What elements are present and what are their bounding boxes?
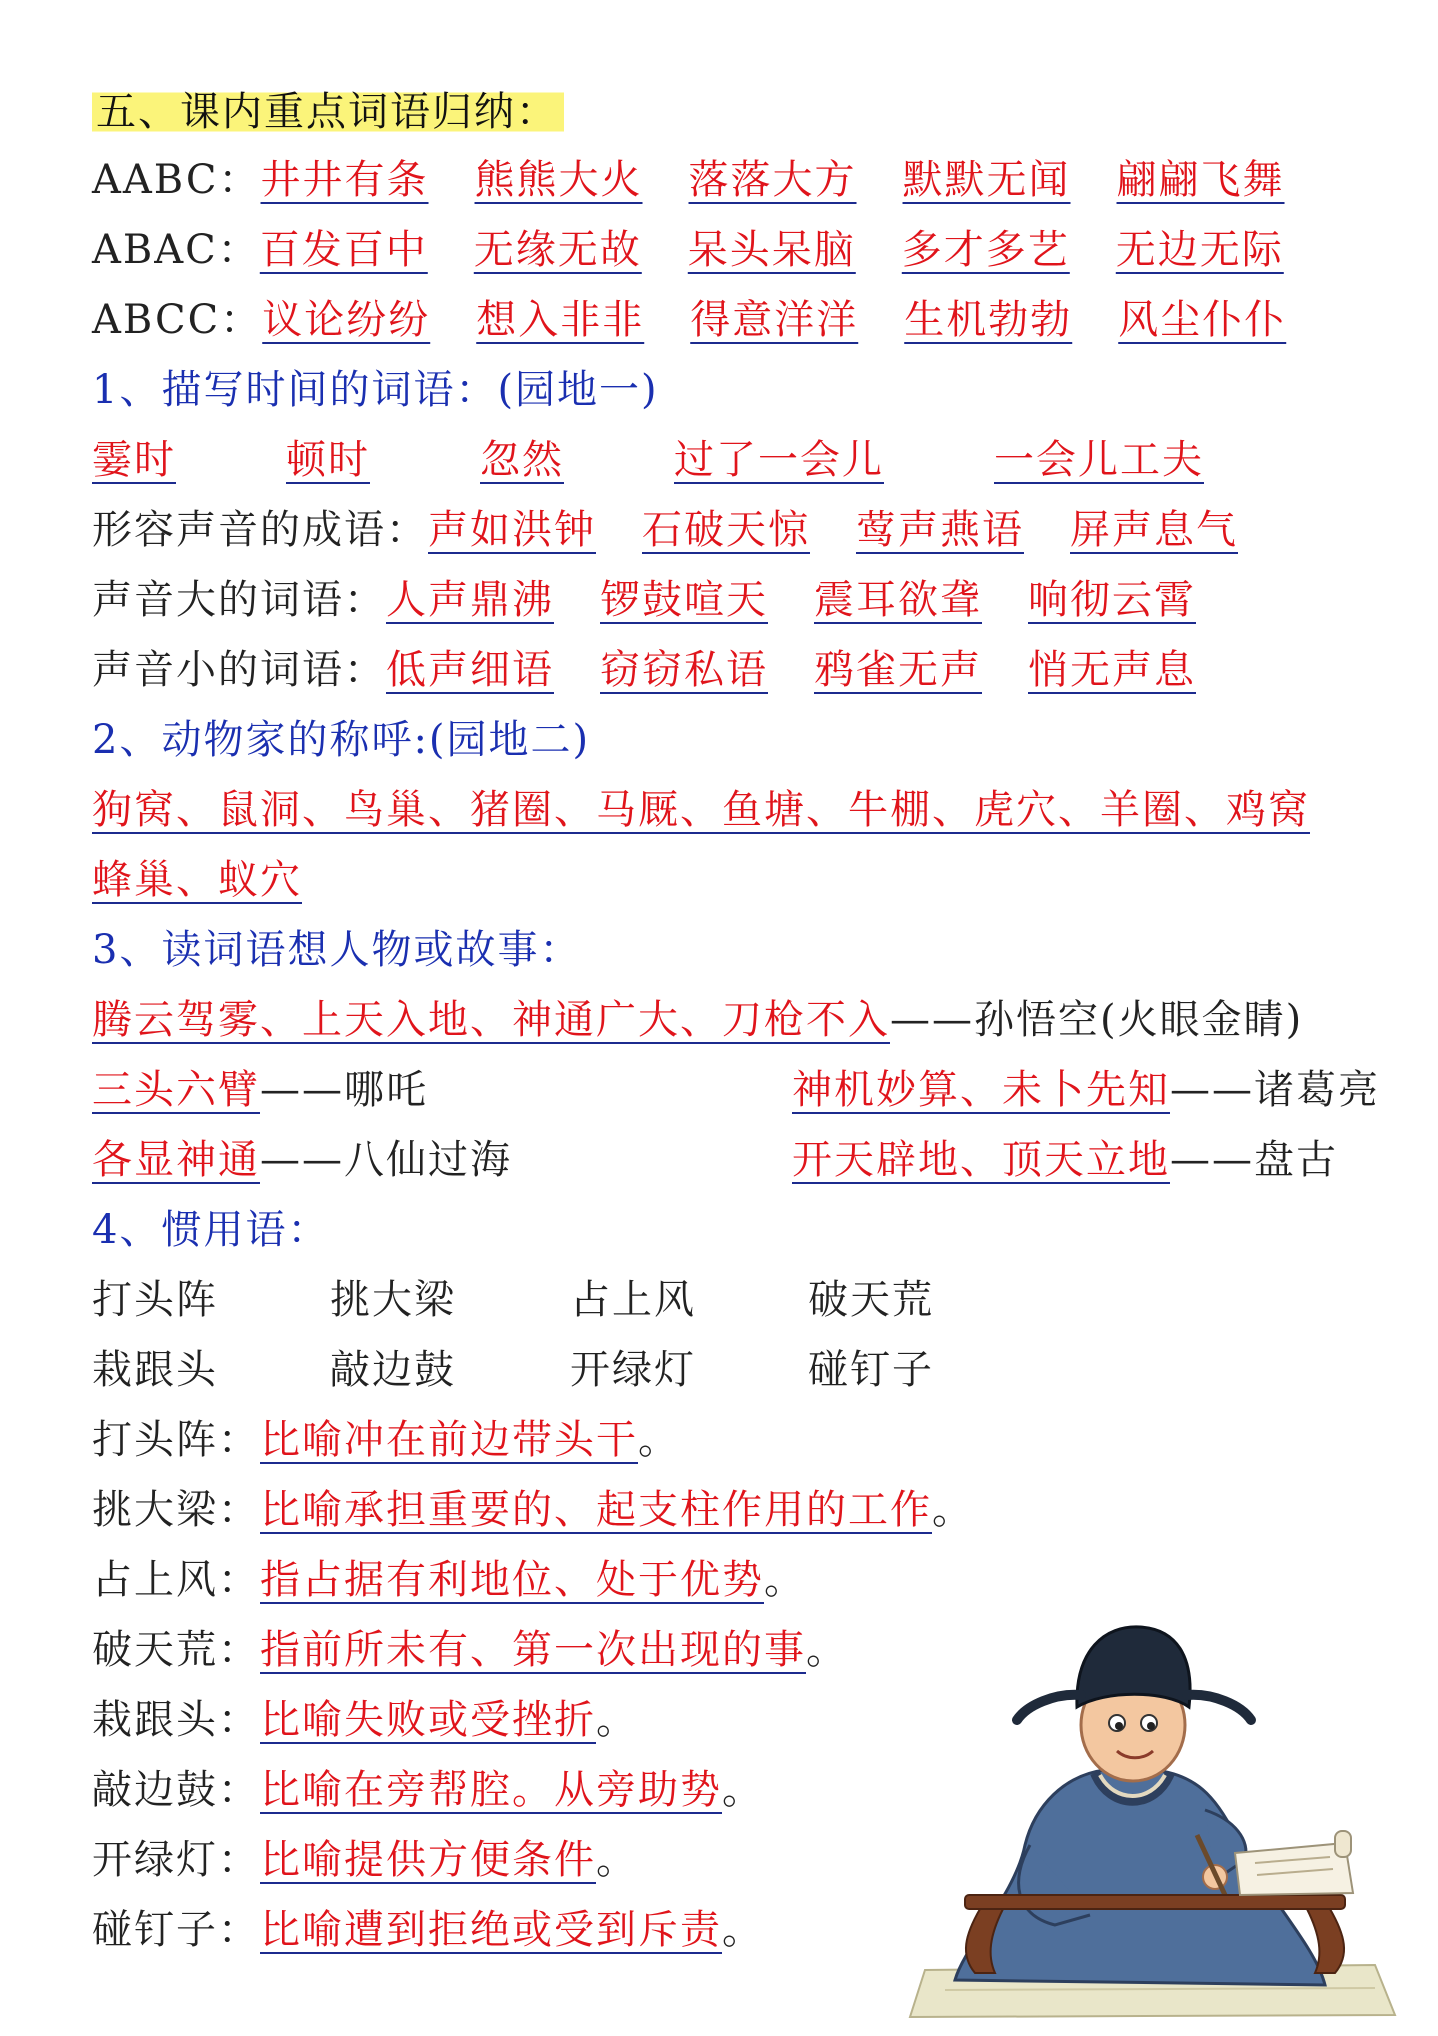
sound-label: 形容声音的成语： [92,507,428,553]
word: 过了一会儿 [674,437,884,483]
word: 议论纷纷 [262,297,431,343]
definition-term: 破天荒： [92,1627,260,1673]
definition-row [92,1548,806,1612]
definition-meaning: 指前所未有、第一次出现的事 [260,1627,806,1673]
definition-end: 。 [764,1557,806,1603]
definition-end: 。 [596,1697,638,1743]
word: 无边无际 [1115,227,1284,273]
definition-meaning: 比喻承担重要的、起支柱作用的工作 [260,1487,932,1533]
pattern-label: AABC： [92,157,261,203]
idiom: 打头阵 [92,1277,218,1323]
definition-term: 打头阵： [92,1417,260,1463]
word: 默默无闻 [902,157,1071,203]
idiom: 破天荒 [808,1277,934,1323]
pattern-row-aabc [92,148,1285,212]
word: 风尘仆仆 [1118,297,1287,343]
sound-row-quiet [92,638,1196,702]
definition-end: 。 [932,1487,974,1533]
idiom: 挑大梁 [330,1277,456,1323]
story-idioms: 三头六臂 [92,1067,260,1113]
story-row-1 [92,988,1303,1052]
word: 石破天惊 [642,507,810,553]
sound-label: 声音大的词语： [92,577,386,623]
section3-heading: 3、读词语想人物或故事： [92,927,582,973]
word: 井井有条 [260,157,429,203]
word: 忽然 [480,437,564,483]
pattern-label: ABCC： [92,297,263,343]
word: 屏声息气 [1070,507,1238,553]
word: 生机勃勃 [904,297,1073,343]
word: 震耳欲聋 [814,577,982,623]
definition-row [92,1408,680,1472]
idiom: 栽跟头 [92,1347,218,1393]
definition-row [92,1688,638,1752]
word: 熊熊大火 [474,157,643,203]
definition-meaning: 比喻在旁帮腔。从旁助势 [260,1767,722,1813]
sound-label: 声音小的词语： [92,647,386,693]
word: 一会儿工夫 [994,437,1204,483]
desk [965,1895,1345,1909]
definition-term: 挑大梁： [92,1487,260,1533]
animal-homes-line1 [92,778,1310,842]
animal-homes-text: 蜂巢、蚁穴 [92,857,302,903]
definition-meaning: 比喻失败或受挫折 [260,1697,596,1743]
definition-row [92,1828,638,1892]
story-answer: ——诸葛亮 [1170,1067,1380,1113]
story-answer: ——孙悟空(火眼金睛) [890,997,1304,1043]
story-answer: ——八仙过海 [260,1137,512,1183]
definition-meaning: 比喻遭到拒绝或受到斥责 [260,1907,722,1953]
section2-heading: 2、动物家的称呼:(园地二) [92,717,591,763]
definition-row [92,1898,764,1962]
section4-heading: 4、惯用语： [92,1207,330,1253]
definition-term: 栽跟头： [92,1697,260,1743]
definition-end: 。 [596,1837,638,1883]
pattern-words [261,157,1285,203]
definition-term: 敲边鼓： [92,1767,260,1813]
word: 声如洪钟 [428,507,596,553]
story-idioms: 开天辟地、顶天立地 [792,1137,1170,1183]
word: 响彻云霄 [1028,577,1196,623]
definition-row [92,1758,764,1822]
scholar-illustration [905,1595,1405,2020]
word: 鸦雀无声 [814,647,982,693]
word: 霎时 [92,437,176,483]
pattern-words [260,227,1284,273]
definition-end: 。 [722,1767,764,1813]
pattern-words [262,297,1286,343]
definition-term: 占上风： [92,1557,260,1603]
word: 低声细语 [386,647,554,693]
hat [1077,1627,1190,1707]
sound-row-idioms [92,498,1238,562]
definition-meaning: 比喻冲在前边带头干 [260,1417,638,1463]
story-idioms: 神机妙算、未卜先知 [792,1067,1170,1113]
idiom: 占上风 [570,1277,696,1323]
word: 顿时 [286,437,370,483]
animal-homes-text: 狗窝、鼠洞、鸟巢、猪圈、马厩、鱼塘、牛棚、虎穴、羊圈、鸡窝 [92,787,1310,833]
idioms-row-2 [92,1338,1092,1402]
definition-meaning: 指占据有利地位、处于优势 [260,1557,764,1603]
story-row-2 [92,1058,1392,1122]
time-words-row [92,428,1204,492]
word: 锣鼓喧天 [600,577,768,623]
word: 悄无声息 [1028,647,1196,693]
pattern-row-abac [92,218,1284,282]
story-row-3 [92,1128,1392,1192]
section1-heading: 1、描写时间的词语：(园地一) [92,367,659,413]
word: 翩翩飞舞 [1116,157,1285,203]
section-title: 五、课内重点词语归纳： [92,89,564,135]
idiom: 碰钉子 [808,1347,934,1393]
idiom: 敲边鼓 [330,1347,456,1393]
definition-term: 碰钉子： [92,1907,260,1953]
definition-row [92,1478,974,1542]
word: 多才多艺 [901,227,1070,273]
idiom: 开绿灯 [570,1347,696,1393]
word: 落落大方 [688,157,857,203]
word: 莺声燕语 [856,507,1024,553]
story-idioms: 腾云驾雾、上天入地、神通广大、刀枪不入 [92,997,890,1043]
word: 窃窃私语 [600,647,768,693]
pattern-row-abcc [92,288,1286,352]
word: 无缘无故 [473,227,642,273]
animal-homes-line2 [92,848,302,912]
definition-row [92,1618,848,1682]
idioms-row-1 [92,1268,1092,1332]
story-answer: ——哪吒 [260,1067,428,1113]
story-answer: ——盘古 [1170,1137,1338,1183]
section-title-row [92,80,564,144]
story-idioms: 各显神通 [92,1137,260,1183]
word: 呆头呆脑 [687,227,856,273]
word: 想入非非 [476,297,645,343]
definition-term: 开绿灯： [92,1837,260,1883]
word: 百发百中 [259,227,428,273]
definition-meaning: 比喻提供方便条件 [260,1837,596,1883]
definition-end: 。 [638,1417,680,1463]
word: 人声鼎沸 [386,577,554,623]
pattern-label: ABAC： [92,227,260,273]
definition-end: 。 [722,1907,764,1953]
definition-end: 。 [806,1627,848,1673]
word: 得意洋洋 [690,297,859,343]
sound-row-loud [92,568,1196,632]
